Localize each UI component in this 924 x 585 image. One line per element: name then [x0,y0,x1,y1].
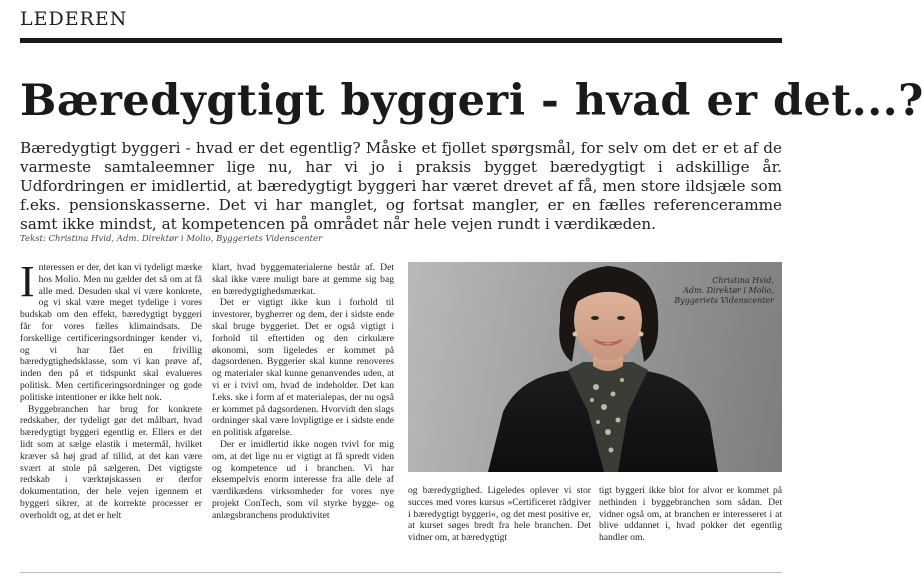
byline: Tekst: Christina Hvid, Adm. Direktør i Molio, Byggeriets Videnscenter [20,234,323,244]
body-paragraph: Det er vigtigt ikke kun i forhold til investorer, bygherrer og dem, der i sidste ende skal bruge byggeriet. Det er også vigtigt i forhold til eftertiden og den cirkulære økonomi, som ligeledes er kommet på dagsordenen. Byggerier skal kunne renoveres og materialer skal kunne genanvendes uden, at vi er i tvivl om, hvad de indeholder. Det kan f.eks. ske i form af et materialepas, der nu også er kommet på dagsordenen. Hvorvidt den slags ordninger skal være lovpligtige er i sidste ende en politisk afgørelse. [212,297,394,439]
section-label: LEDEREN [20,8,128,30]
body-paragraph: Interessen er der, det kan vi tydeligt mærke hos Molio. Men nu gælder det så om at få alle med. Desuden skal vi være konkrete, og vi skal være meget tydelige i vores budskab om den effekt, bæredygtigt byggeri får for vores fælles klimaindsats. De forskellige certificeringsordninger kender vi, og vi har fået en frivillig bæredygtighedsklasse, som vi kan prøve af, inden den på et tidspunkt skal evalueres politisk. Men certificeringsordninger og gode politiske intentioner er ikke helt nok. [20,257,202,403]
body-paragraph: tigt byggeri ikke blot for alvor er kommet på nethinden i byggebranchen som sådan. Det vidner også om, at branchen er interesseret i at blive uddannet i, hvad pokker det egentlig handler om. [599,485,782,544]
drop-cap: I [20,257,35,306]
body-paragraph: klart, hvad byggematerialerne består af. Det skal ikke være muligt bare at gemme sig bag en bæredygtighedsmærkat. [212,262,394,297]
body-column-1 [20,257,202,567]
lead-paragraph: Bæredygtigt byggeri - hvad er det egentlig? Måske et fjollet spørgsmål, for selv om det er et af de varmeste samtaleemner lige nu, har vi jo i praksis bygget bæredygtigt i adskillige år. Udfordringen er imidlertid, at bæredygtigt byggeri har været drevet af få, men store ildsjæle som f.eks. pensionskasserne. Det vi har manglet, og fortsat mangler, er en fælles referenceramme samt ikke mindst, at kompetencen på området når hele vejen rundt i værdikæden. [20,139,782,233]
body-paragraph: Der er imidlertid ikke nogen tvivl for mig om, at det lige nu er vigtigt at få spredt viden og kompetence ud i branchen. Vi har eksempelvis enorm interesse fra alle dele af værdikædens virksomheder for vores nye projekt ConTech, som vil styrke bygge- og anlægsbranchens produktivitet [212,438,394,521]
bottom-rule [20,572,782,573]
photo-caption: Christina Hvid, Adm. Direktør i Molio, Byggeriets Videnscenter [674,276,774,305]
body-column-3 [408,485,591,567]
body-column-2 [212,262,394,567]
portrait-photo [408,262,782,472]
headline: Bæredygtigt byggeri - hvad er det...? [20,76,924,126]
body-column-4 [599,485,782,567]
body-paragraph: og bæredygtighed. Ligeledes oplever vi stor succes med vores kursus »Certificeret rådgiver i bæredygtigt byggeri«, og det mest positive er, at kurset søges bredt fra hele branchen. Det vidner om, at bæredygtigt [408,485,591,544]
body-paragraph: Byggebranchen har brug for konkrete redskaber, der tydeligt gør det målbart, hvad bæredygtigt byggeri egentlig er. Ellers er det lidt som at sælge elastik i metermål, hvilket kræver så høj grad af tillid, at det kan være svært at stole på sælgeren. Det vigtigste redskab i værktøjskassen er derfor dokumentation, der hele vejen igennem et byggeri sikrer, at de korrekte processer er overholdt og, at det er helt [20,403,202,521]
top-rule [20,38,782,43]
